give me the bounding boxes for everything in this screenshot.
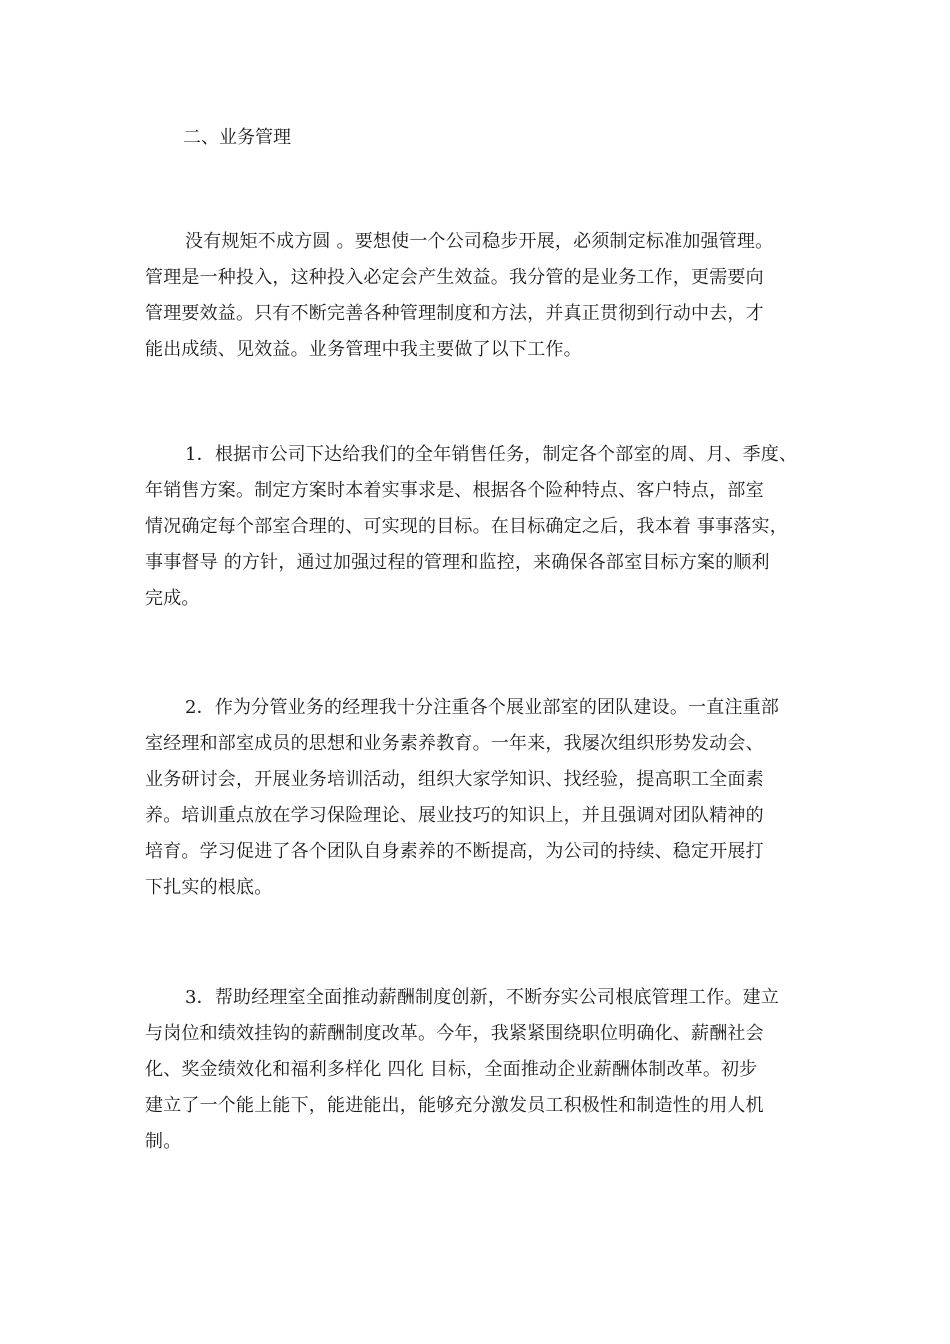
paragraph-line: 3．帮助经理室全面推动薪酬制度创新，不断夯实公司根底管理工作。建立: [185, 987, 780, 1008]
section-heading: 二、业务管理: [183, 127, 291, 148]
item-2-paragraph: [145, 690, 825, 906]
paragraph-line: 情况确定每个部室合理的、可实现的目标。在目标确定之后，我本着 事事落实，: [145, 516, 788, 537]
paragraph-line: 制。: [145, 1131, 182, 1152]
paragraph-line: 年销售方案。制定方案时本着实事求是、根据各个险种特点、客户特点，部室: [145, 480, 764, 501]
paragraph-line: 管理是一种投入，这种投入必定会产生效益。我分管的是业务工作，更需要向: [145, 267, 764, 288]
paragraph-line: 2．作为分管业务的经理我十分注重各个展业部室的团队建设。一直注重部: [185, 697, 780, 718]
paragraph-line: 完成。: [145, 588, 200, 609]
paragraph-line: 室经理和部室成员的思想和业务素养教育。一年来，我屡次组织形势发动会、: [145, 733, 764, 754]
paragraph-line: 养。培训重点放在学习保险理论、展业技巧的知识上，并且强调对团队精神的: [145, 805, 764, 826]
item-1-paragraph: [145, 437, 825, 617]
paragraph-line: 建立了一个能上能下，能进能出，能够充分激发员工积极性和制造性的用人机: [145, 1095, 764, 1116]
paragraph-line: 与岗位和绩效挂钩的薪酬制度改革。今年，我紧紧围绕职位明确化、薪酬社会: [145, 1023, 764, 1044]
paragraph-line: 管理要效益。只有不断完善各种管理制度和方法，并真正贯彻到行动中去，才: [145, 303, 764, 324]
paragraph-line: 下扎实的根底。: [145, 877, 273, 898]
paragraph-line: 培育。学习促进了各个团队自身素养的不断提高，为公司的持续、稳定开展打: [145, 841, 764, 862]
paragraph-line: 没有规矩不成方圆 。要想使一个公司稳步开展，必须制定标准加强管理。: [185, 231, 774, 252]
paragraph-line: 事事督导 的方针，通过加强过程的管理和监控，来确保各部室目标方案的顺利: [145, 552, 770, 573]
item-3-paragraph: [145, 980, 825, 1160]
paragraph-line: 业务研讨会，开展业务培训活动，组织大家学知识、找经验，提高职工全面素: [145, 769, 764, 790]
paragraph-line: 能出成绩、见效益。业务管理中我主要做了以下工作。: [145, 339, 582, 360]
paragraph-line: 1．根据市公司下达给我们的全年销售任务，制定各个部室的周、月、季度、: [185, 444, 798, 465]
intro-paragraph: [145, 224, 825, 368]
paragraph-line: 化、奖金绩效化和福利多样化 四化 目标，全面推动企业薪酬体制改革。初步: [145, 1059, 758, 1080]
